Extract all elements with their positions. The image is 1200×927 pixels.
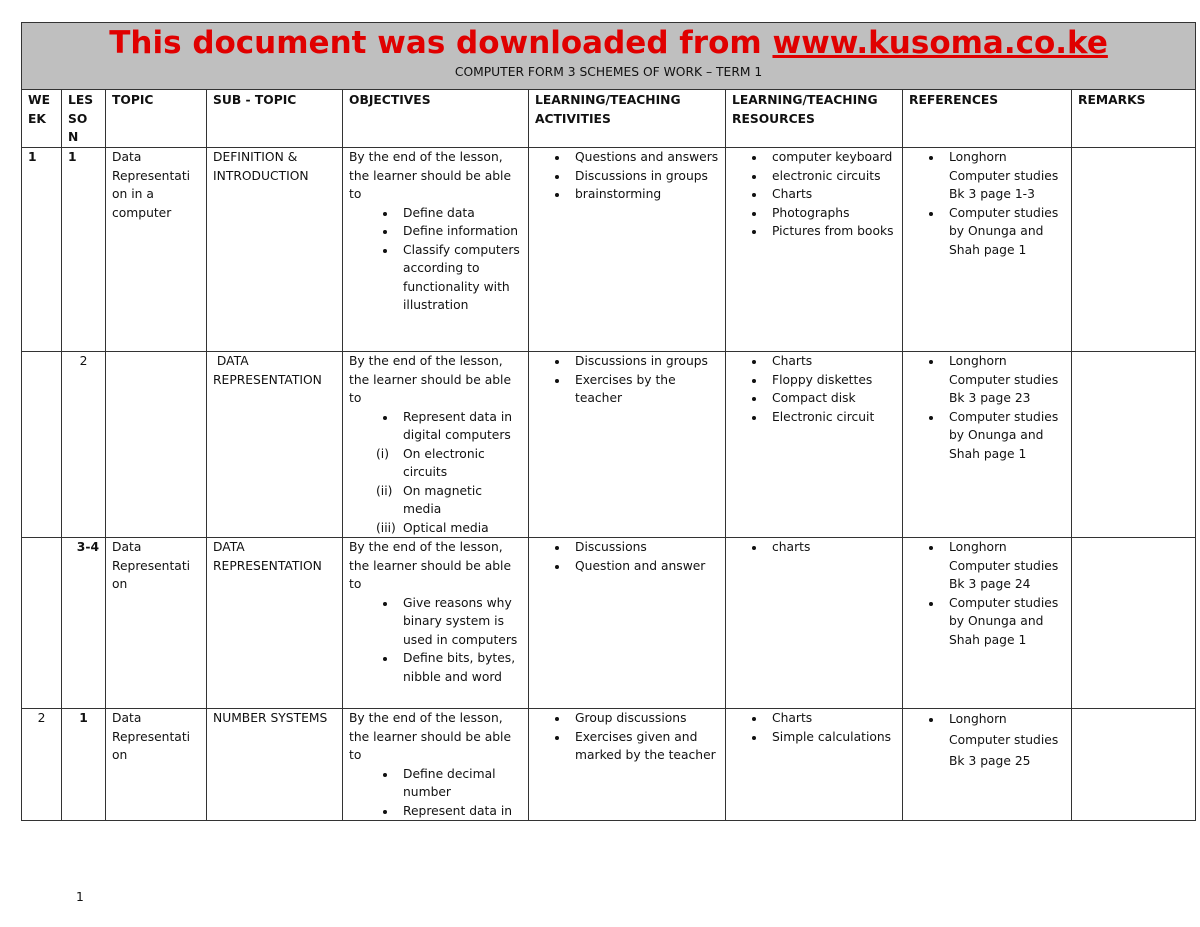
objectives-intro: By the end of the lesson, the learner should be able to [349, 354, 512, 405]
list-item: • Discussions in groups [569, 352, 719, 371]
list-item: • Charts [766, 185, 896, 204]
document-banner [22, 23, 1196, 90]
list-item: • Represent data in digital computers [397, 408, 522, 445]
list-item: • Represent data in [397, 802, 522, 821]
remarks-cell [1072, 148, 1196, 352]
list-item: • Define bits, bytes, nibble and word [397, 649, 522, 686]
week-cell: 2 [22, 709, 62, 821]
document-subtitle: COMPUTER FORM 3 SCHEMES OF WORK – TERM 1 [454, 65, 763, 79]
activities-cell [529, 352, 726, 538]
list-item: • Computer studies by Onunga and Shah page 1 [943, 408, 1065, 464]
list-item: (iii) Optical media [376, 520, 489, 535]
list-item: • Compact disk [766, 389, 896, 408]
table-row [22, 352, 1196, 538]
activities-cell [529, 538, 726, 709]
list-item: • Exercises by the teacher [569, 371, 719, 408]
list-item: • Define decimal number [397, 765, 522, 802]
list-item: • Charts [766, 709, 896, 728]
kusoma-link[interactable]: www.kusoma.co.ke [772, 25, 1108, 61]
list-item: • electronic circuits [766, 167, 896, 186]
lesson-cell: 3-4 [62, 538, 106, 709]
list-item: • Questions and answers [569, 148, 719, 167]
header-activities: LEARNING/TEACHING ACTIVITIES [529, 90, 726, 148]
table-row [22, 709, 1196, 821]
week-cell: 1 [22, 148, 62, 352]
list-item: • charts [766, 538, 896, 557]
header-resources: LEARNING/TEACHING RESOURCES [726, 90, 903, 148]
header-objectives: OBJECTIVES [343, 90, 529, 148]
list-item: • Question and answer [569, 557, 719, 576]
resources-cell [726, 538, 903, 709]
header-subtopic: SUB - TOPIC [207, 90, 343, 148]
list-item: • Give reasons why binary system is used in computers [397, 594, 522, 650]
lesson-cell: 1 [62, 709, 106, 821]
subtopic-cell: NUMBER SYSTEMS [207, 709, 343, 821]
header-remarks: REMARKS [1072, 90, 1196, 148]
references-cell [903, 709, 1072, 821]
list-item: • Discussions in groups [569, 167, 719, 186]
objectives-cell [343, 538, 529, 709]
objectives-cell [343, 709, 529, 821]
references-cell [903, 538, 1072, 709]
list-item: • Charts [766, 352, 896, 371]
header-week: WE EK [22, 90, 62, 148]
list-item: • Pictures from books [766, 222, 896, 241]
subtopic-cell: DEFINITION & INTRODUCTION [207, 148, 343, 352]
list-item: • Exercises given and marked by the teacher [569, 728, 719, 765]
topic-cell [106, 352, 207, 538]
resources-cell [726, 352, 903, 538]
page-number: 1 [76, 890, 84, 904]
lesson-cell: 1 [62, 148, 106, 352]
remarks-cell [1072, 352, 1196, 538]
header-topic: TOPIC [106, 90, 207, 148]
list-item: • computer keyboard [766, 148, 896, 167]
week-cell [22, 352, 62, 538]
list-item: (i) On electronic circuits [376, 446, 485, 479]
resources-cell [726, 148, 903, 352]
references-cell [903, 352, 1072, 538]
references-cell [903, 148, 1072, 352]
remarks-cell [1072, 709, 1196, 821]
list-item: • Computer studies by Onunga and Shah page 1 [943, 594, 1065, 650]
objectives-cell [343, 352, 529, 538]
list-item: • Define information [397, 222, 522, 241]
objectives-intro: By the end of the lesson, the learner should be able to [349, 711, 512, 762]
scheme-of-work-table [21, 22, 1196, 821]
header-references: REFERENCES [903, 90, 1072, 148]
resources-cell [726, 709, 903, 821]
list-item: • Longhorn Computer studies Bk 3 page 23 [943, 352, 1065, 408]
lesson-cell: 2 [62, 352, 106, 538]
list-item: • Computer studies by Onunga and Shah page 1 [943, 204, 1065, 260]
download-notice: This document was downloaded from www.kusoma.co.ke [109, 25, 1108, 61]
subtopic-cell: DATA REPRESENTATION [207, 352, 343, 538]
list-item: • brainstorming [569, 185, 719, 204]
activities-cell [529, 148, 726, 352]
table-row [22, 538, 1196, 709]
table-row [22, 148, 1196, 352]
objectives-intro: By the end of the lesson, the learner should be able to [349, 540, 512, 591]
topic-cell: Data Representati on in a computer [106, 148, 207, 352]
topic-cell: Data Representati on [106, 538, 207, 709]
week-cell [22, 538, 62, 709]
list-item: • Photographs [766, 204, 896, 223]
objectives-cell [343, 148, 529, 352]
topic-cell: Data Representati on [106, 709, 207, 821]
list-item: • Longhorn Computer studies Bk 3 page 24 [943, 538, 1065, 594]
list-item: • Define data [397, 204, 522, 223]
list-item: • Electronic circuit [766, 408, 896, 427]
list-item: • Discussions [569, 538, 719, 557]
activities-cell [529, 709, 726, 821]
list-item: • Group discussions [569, 709, 719, 728]
list-item: • Longhorn Computer studies Bk 3 page 25 [943, 709, 1065, 772]
subtopic-cell: DATA REPRESENTATION [207, 538, 343, 709]
list-item: • Classify computers according to functionality with illustration [397, 241, 522, 315]
list-item: (ii) On magnetic media [376, 483, 483, 516]
table-header-row [22, 90, 1196, 148]
objectives-intro: By the end of the lesson, the learner should be able to [349, 150, 512, 201]
list-item: • Longhorn Computer studies Bk 3 page 1-3 [943, 148, 1065, 204]
list-item: • Simple calculations [766, 728, 896, 747]
remarks-cell [1072, 538, 1196, 709]
header-lesson: LES SO N [62, 90, 106, 148]
list-item: • Floppy diskettes [766, 371, 896, 390]
